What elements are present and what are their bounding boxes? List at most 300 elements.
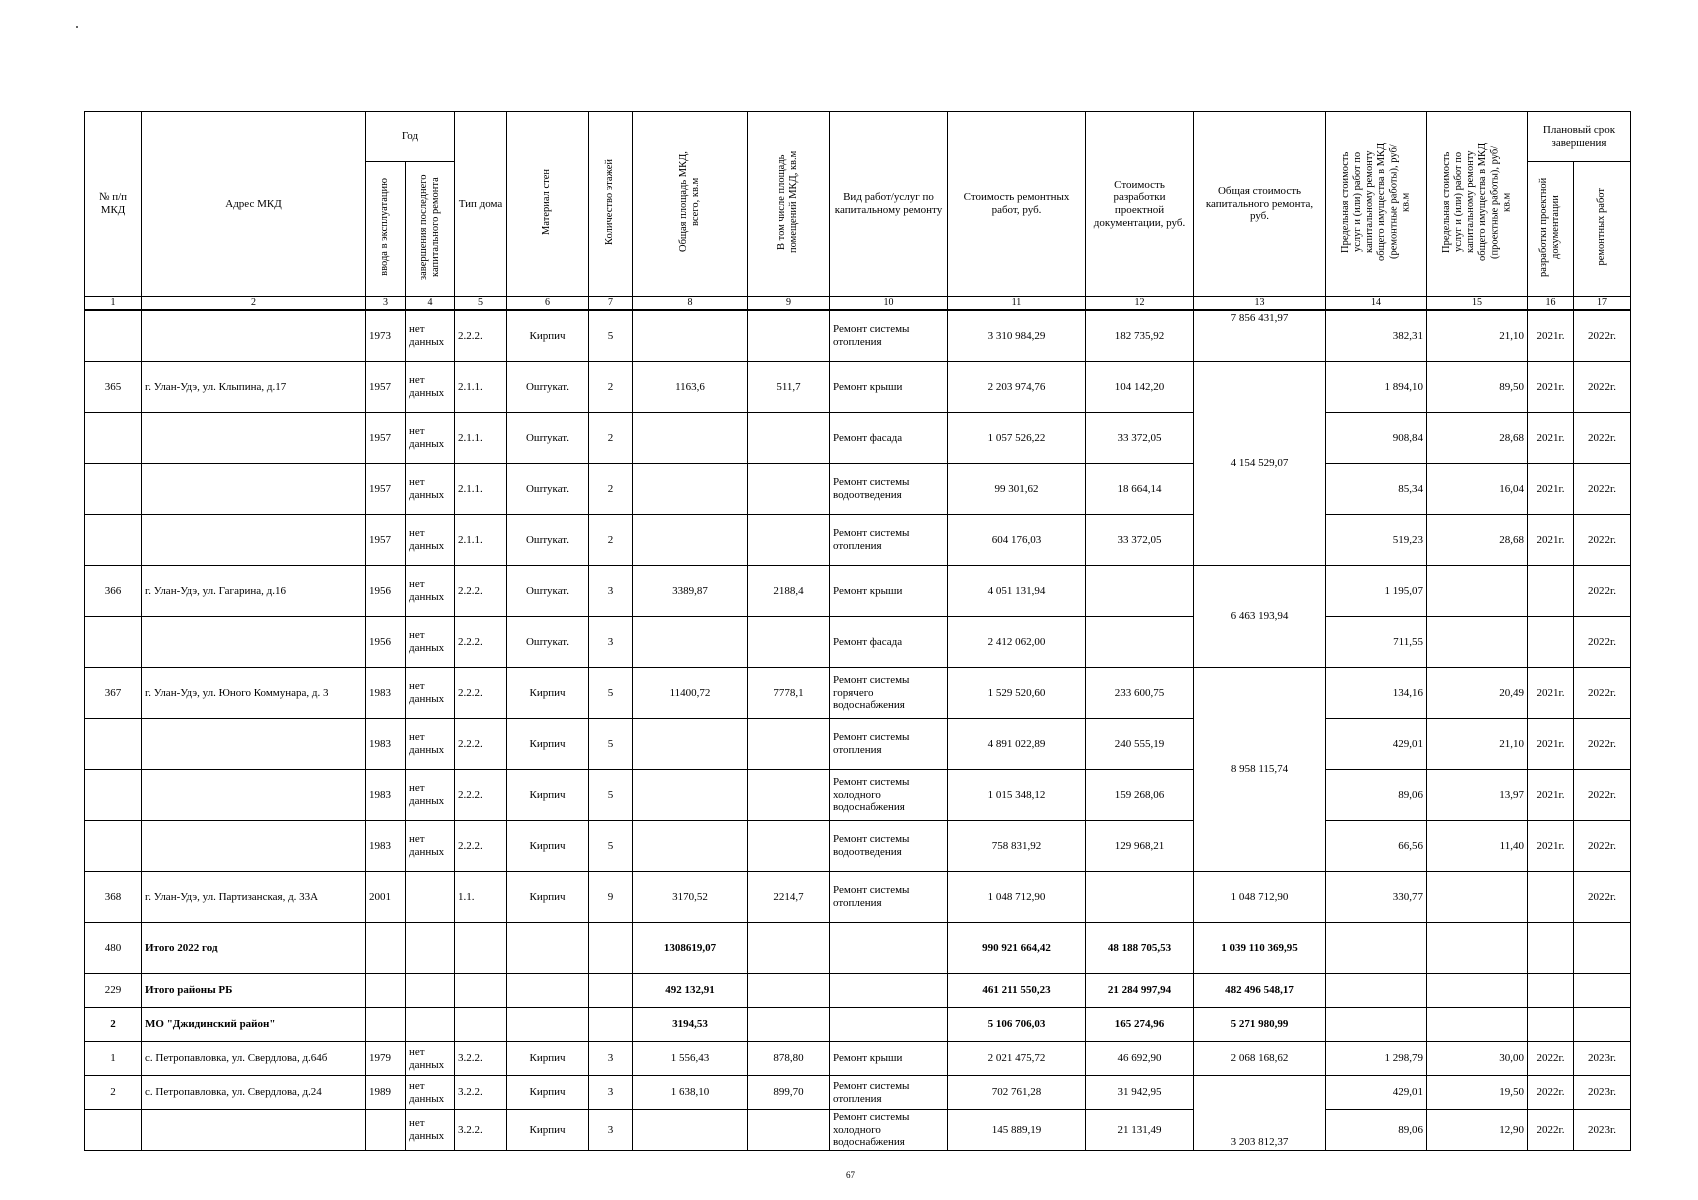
cell-year-repair: нет данных xyxy=(406,719,455,770)
header-term-work: ремонтных работ xyxy=(1574,162,1631,297)
col-number: 12 xyxy=(1086,297,1194,311)
cell-cost-work: 3 310 984,29 xyxy=(948,310,1086,362)
cell-year-built: 1957 xyxy=(366,362,406,413)
cell-term-design: 2022г. xyxy=(1528,1110,1574,1151)
cell-work: Ремонт крыши xyxy=(830,362,948,413)
cell-area: 11400,72 xyxy=(633,668,748,719)
cell-address xyxy=(142,1110,366,1151)
cell-floors: 3 xyxy=(589,1110,633,1151)
cell-limit-work: 429,01 xyxy=(1326,1076,1427,1110)
cell-term-work: 2022г. xyxy=(1574,821,1631,872)
table-row xyxy=(85,310,1631,362)
cell-limit-design xyxy=(1427,872,1528,923)
cell-area xyxy=(633,770,748,821)
cell-work: Ремонт системы отопления xyxy=(830,310,948,362)
cell-type: 2.2.2. xyxy=(455,566,507,617)
table-row xyxy=(85,413,1631,464)
header-address: Адрес МКД xyxy=(142,112,366,297)
header-limit-work: Предельная стоимость услуг и (или) работ по капитальному ремонту общего имущества в МКД (ремонтные работы), руб/кв.м xyxy=(1326,112,1427,297)
header-area-rooms: В том числе площадь помещений МКД, кв.м xyxy=(748,112,830,297)
cell-term-design xyxy=(1528,872,1574,923)
cell-work: Ремонт крыши xyxy=(830,1042,948,1076)
cell-cost-design: 18 664,14 xyxy=(1086,464,1194,515)
cell-cost-work: 99 301,62 xyxy=(948,464,1086,515)
cell-material xyxy=(507,1008,589,1042)
col-number: 6 xyxy=(507,297,589,311)
table-row-total xyxy=(85,923,1631,974)
cell-num: 229 xyxy=(85,974,142,1008)
cell-area-rooms xyxy=(748,1110,830,1151)
cell-address: МО "Джидинский район" xyxy=(142,1008,366,1042)
cell-work: Ремонт системы водоотведения xyxy=(830,464,948,515)
cell-term-work: 2022г. xyxy=(1574,413,1631,464)
cell-cost-work: 1 529 520,60 xyxy=(948,668,1086,719)
cell-cost-work: 758 831,92 xyxy=(948,821,1086,872)
cell-floors: 2 xyxy=(589,515,633,566)
cell-year-built: 1957 xyxy=(366,515,406,566)
cell-address xyxy=(142,821,366,872)
cell-floors: 5 xyxy=(589,719,633,770)
cell-total: 6 463 193,94 xyxy=(1194,566,1326,668)
cell-num: 368 xyxy=(85,872,142,923)
cell-area: 1308619,07 xyxy=(633,923,748,974)
cell-num xyxy=(85,770,142,821)
cell-type: 2.2.2. xyxy=(455,668,507,719)
cell-work: Ремонт фасада xyxy=(830,413,948,464)
cell-term-design xyxy=(1528,1008,1574,1042)
header-num: № п/п МКД xyxy=(85,112,142,297)
cell-total: 7 856 431,97 xyxy=(1194,310,1326,362)
cell-term-work: 2022г. xyxy=(1574,566,1631,617)
cell-limit-work: 66,56 xyxy=(1326,821,1427,872)
cell-work: Ремонт системы отопления xyxy=(830,719,948,770)
cell-cost-work: 1 057 526,22 xyxy=(948,413,1086,464)
cell-total: 1 048 712,90 xyxy=(1194,872,1326,923)
cell-year-built: 1979 xyxy=(366,1042,406,1076)
cell-area xyxy=(633,464,748,515)
cell-work: Ремонт системы холодного водоснабжения xyxy=(830,1110,948,1151)
cell-limit-design: 89,50 xyxy=(1427,362,1528,413)
header-term-group: Плановый срок завершения xyxy=(1528,112,1631,162)
cell-type: 2.2.2. xyxy=(455,770,507,821)
cell-limit-design: 16,04 xyxy=(1427,464,1528,515)
cell-num xyxy=(85,464,142,515)
col-number: 17 xyxy=(1574,297,1631,311)
cell-cost-design: 233 600,75 xyxy=(1086,668,1194,719)
cell-material: Оштукат. xyxy=(507,566,589,617)
cell-area-rooms xyxy=(748,821,830,872)
col-number: 3 xyxy=(366,297,406,311)
cell-year-repair: нет данных xyxy=(406,617,455,668)
cell-type: 2.1.1. xyxy=(455,464,507,515)
table-row xyxy=(85,872,1631,923)
cell-num xyxy=(85,413,142,464)
cell-material: Оштукат. xyxy=(507,413,589,464)
header-material: Материал стен xyxy=(507,112,589,297)
cell-cost-design: 31 942,95 xyxy=(1086,1076,1194,1110)
cell-area xyxy=(633,413,748,464)
cell-term-work: 2022г. xyxy=(1574,770,1631,821)
table-row-total xyxy=(85,1008,1631,1042)
cell-limit-work: 1 195,07 xyxy=(1326,566,1427,617)
col-number: 10 xyxy=(830,297,948,311)
cell-type: 1.1. xyxy=(455,872,507,923)
cell-cost-design: 182 735,92 xyxy=(1086,310,1194,362)
header-cost-work: Стоимость ремонтных работ, руб. xyxy=(948,112,1086,297)
header-floors: Количество этажей xyxy=(589,112,633,297)
header-cost-design: Стоимость разработки проектной документации, руб. xyxy=(1086,112,1194,297)
cell-address: Итого 2022 год xyxy=(142,923,366,974)
cell-limit-work: 908,84 xyxy=(1326,413,1427,464)
col-number: 5 xyxy=(455,297,507,311)
header-area: Общая площадь МКД, всего, кв.м xyxy=(633,112,748,297)
cell-address xyxy=(142,413,366,464)
cell-address xyxy=(142,464,366,515)
cell-limit-work: 85,34 xyxy=(1326,464,1427,515)
cell-material: Оштукат. xyxy=(507,617,589,668)
cell-year-built xyxy=(366,974,406,1008)
cell-floors: 2 xyxy=(589,362,633,413)
col-number: 8 xyxy=(633,297,748,311)
header-limit-design: Предельная стоимость услуг и (или) работ по капитальному ремонту общего имущества в МКД (проектные работы), руб/кв.м xyxy=(1427,112,1528,297)
cell-cost-work: 2 021 475,72 xyxy=(948,1042,1086,1076)
table-row xyxy=(85,515,1631,566)
cell-work: Ремонт системы горячего водоснабжения xyxy=(830,668,948,719)
cell-area-rooms: 2214,7 xyxy=(748,872,830,923)
col-number: 11 xyxy=(948,297,1086,311)
cell-term-design: 2021г. xyxy=(1528,770,1574,821)
cell-num: 365 xyxy=(85,362,142,413)
col-number: 15 xyxy=(1427,297,1528,311)
col-number: 2 xyxy=(142,297,366,311)
cell-limit-work: 1 298,79 xyxy=(1326,1042,1427,1076)
cell-cost-work: 604 176,03 xyxy=(948,515,1086,566)
cell-area-rooms xyxy=(748,770,830,821)
cell-num: 2 xyxy=(85,1076,142,1110)
table-row xyxy=(85,617,1631,668)
cell-year-repair: нет данных xyxy=(406,413,455,464)
cell-material: Кирпич xyxy=(507,719,589,770)
cell-term-design: 2021г. xyxy=(1528,310,1574,362)
cell-year-repair: нет данных xyxy=(406,515,455,566)
cell-total: 482 496 548,17 xyxy=(1194,974,1326,1008)
cell-year-built: 1989 xyxy=(366,1076,406,1110)
cell-cost-work: 4 891 022,89 xyxy=(948,719,1086,770)
cell-area-rooms xyxy=(748,464,830,515)
cell-total: 3 203 812,37 xyxy=(1194,1076,1326,1151)
cell-area-rooms xyxy=(748,974,830,1008)
cell-area-rooms xyxy=(748,413,830,464)
cell-address xyxy=(142,770,366,821)
cell-limit-work xyxy=(1326,923,1427,974)
cell-material: Кирпич xyxy=(507,770,589,821)
cell-area xyxy=(633,719,748,770)
cell-limit-design: 20,49 xyxy=(1427,668,1528,719)
cell-material: Кирпич xyxy=(507,310,589,362)
cell-cost-work: 702 761,28 xyxy=(948,1076,1086,1110)
cell-address xyxy=(142,719,366,770)
table-row xyxy=(85,821,1631,872)
scan-speck xyxy=(76,26,78,28)
cell-floors xyxy=(589,923,633,974)
cell-material: Оштукат. xyxy=(507,515,589,566)
cell-term-design: 2021г. xyxy=(1528,362,1574,413)
cell-term-work: 2022г. xyxy=(1574,515,1631,566)
cell-material xyxy=(507,923,589,974)
cell-area-rooms: 899,70 xyxy=(748,1076,830,1110)
cell-term-design: 2022г. xyxy=(1528,1076,1574,1110)
cell-material: Оштукат. xyxy=(507,362,589,413)
cell-year-repair xyxy=(406,872,455,923)
cell-limit-design: 12,90 xyxy=(1427,1110,1528,1151)
cell-floors: 3 xyxy=(589,1076,633,1110)
cell-cost-design: 104 142,20 xyxy=(1086,362,1194,413)
cell-cost-design: 46 692,90 xyxy=(1086,1042,1194,1076)
cell-limit-work: 1 894,10 xyxy=(1326,362,1427,413)
cell-num: 2 xyxy=(85,1008,142,1042)
cell-term-design xyxy=(1528,923,1574,974)
cell-limit-work: 330,77 xyxy=(1326,872,1427,923)
table-row-total xyxy=(85,974,1631,1008)
header-year-repair: завершения последнего капитального ремонта xyxy=(406,162,455,297)
cell-year-repair: нет данных xyxy=(406,668,455,719)
cell-cost-design: 165 274,96 xyxy=(1086,1008,1194,1042)
table-row xyxy=(85,566,1631,617)
cell-limit-work: 89,06 xyxy=(1326,1110,1427,1151)
cell-limit-design: 28,68 xyxy=(1427,515,1528,566)
cell-floors: 2 xyxy=(589,464,633,515)
cell-address: г. Улан-Удэ, ул. Юного Коммунара, д. 3 xyxy=(142,668,366,719)
cell-year-repair: нет данных xyxy=(406,1110,455,1151)
cell-cost-work: 5 106 706,03 xyxy=(948,1008,1086,1042)
cell-area-rooms xyxy=(748,617,830,668)
cell-limit-work xyxy=(1326,1008,1427,1042)
header-year-group: Год xyxy=(366,112,455,162)
cell-limit-work: 382,31 xyxy=(1326,310,1427,362)
table-row xyxy=(85,1110,1631,1151)
cell-floors: 5 xyxy=(589,310,633,362)
cell-cost-work: 990 921 664,42 xyxy=(948,923,1086,974)
cell-limit-design: 19,50 xyxy=(1427,1076,1528,1110)
cell-floors: 3 xyxy=(589,1042,633,1076)
col-number: 7 xyxy=(589,297,633,311)
cell-term-work: 2022г. xyxy=(1574,362,1631,413)
cell-cost-design: 21 131,49 xyxy=(1086,1110,1194,1151)
cell-cost-work: 461 211 550,23 xyxy=(948,974,1086,1008)
cell-term-work: 2022г. xyxy=(1574,464,1631,515)
cell-cost-design: 21 284 997,94 xyxy=(1086,974,1194,1008)
cell-floors: 2 xyxy=(589,413,633,464)
table-row xyxy=(85,719,1631,770)
cell-limit-design: 28,68 xyxy=(1427,413,1528,464)
cell-area-rooms xyxy=(748,515,830,566)
cell-year-repair: нет данных xyxy=(406,310,455,362)
cell-address: с. Петропавловка, ул. Свердлова, д.64б xyxy=(142,1042,366,1076)
cell-term-design: 2021г. xyxy=(1528,515,1574,566)
table-row xyxy=(85,1042,1631,1076)
cell-floors xyxy=(589,1008,633,1042)
cell-limit-design xyxy=(1427,617,1528,668)
cell-year-built xyxy=(366,1008,406,1042)
cell-year-built: 1983 xyxy=(366,770,406,821)
cell-total: 8 958 115,74 xyxy=(1194,668,1326,872)
cell-year-built: 1956 xyxy=(366,617,406,668)
cell-year-built: 1957 xyxy=(366,413,406,464)
cell-material xyxy=(507,974,589,1008)
page-number: 67 xyxy=(846,1170,855,1180)
cell-term-design xyxy=(1528,974,1574,1008)
cell-limit-work: 89,06 xyxy=(1326,770,1427,821)
cell-material: Кирпич xyxy=(507,1076,589,1110)
cell-total: 1 039 110 369,95 xyxy=(1194,923,1326,974)
cell-year-repair xyxy=(406,923,455,974)
cell-year-built: 1983 xyxy=(366,821,406,872)
cell-year-built: 1973 xyxy=(366,310,406,362)
cell-limit-work: 429,01 xyxy=(1326,719,1427,770)
header-type: Тип дома xyxy=(455,112,507,297)
cell-year-built: 1957 xyxy=(366,464,406,515)
cell-cost-work: 145 889,19 xyxy=(948,1110,1086,1151)
cell-cost-design xyxy=(1086,872,1194,923)
cell-cost-design: 159 268,06 xyxy=(1086,770,1194,821)
cell-term-design: 2021г. xyxy=(1528,668,1574,719)
cell-cost-work: 2 203 974,76 xyxy=(948,362,1086,413)
table-row xyxy=(85,668,1631,719)
cell-address xyxy=(142,310,366,362)
cell-type: 2.2.2. xyxy=(455,617,507,668)
cell-material: Кирпич xyxy=(507,1110,589,1151)
cell-address xyxy=(142,617,366,668)
cell-limit-design xyxy=(1427,974,1528,1008)
cell-cost-design xyxy=(1086,566,1194,617)
cell-work: Ремонт системы водоотведения xyxy=(830,821,948,872)
cell-term-design: 2021г. xyxy=(1528,413,1574,464)
cell-area xyxy=(633,617,748,668)
cell-term-work xyxy=(1574,974,1631,1008)
cell-area: 1163,6 xyxy=(633,362,748,413)
header-term-design: разработки проектной документации xyxy=(1528,162,1574,297)
cell-address: г. Улан-Удэ, ул. Гагарина, д.16 xyxy=(142,566,366,617)
cell-area-rooms xyxy=(748,310,830,362)
cell-term-design: 2021г. xyxy=(1528,464,1574,515)
cell-year-repair: нет данных xyxy=(406,464,455,515)
cell-limit-work: 134,16 xyxy=(1326,668,1427,719)
cell-area: 1 638,10 xyxy=(633,1076,748,1110)
table-row xyxy=(85,362,1631,413)
cell-address: Итого районы РБ xyxy=(142,974,366,1008)
cell-num xyxy=(85,617,142,668)
header-work: Вид работ/услуг по капитальному ремонту xyxy=(830,112,948,297)
cell-type: 2.2.2. xyxy=(455,310,507,362)
cell-work xyxy=(830,1008,948,1042)
cell-floors: 5 xyxy=(589,668,633,719)
cell-term-design: 2022г. xyxy=(1528,1042,1574,1076)
cell-num xyxy=(85,821,142,872)
cell-term-design xyxy=(1528,617,1574,668)
cell-term-work xyxy=(1574,1008,1631,1042)
cell-limit-work xyxy=(1326,974,1427,1008)
cell-term-work: 2022г. xyxy=(1574,617,1631,668)
col-number: 14 xyxy=(1326,297,1427,311)
cell-cost-design: 48 188 705,53 xyxy=(1086,923,1194,974)
cell-floors: 5 xyxy=(589,770,633,821)
cell-year-repair: нет данных xyxy=(406,566,455,617)
cell-type: 2.2.2. xyxy=(455,719,507,770)
cell-year-built: 1956 xyxy=(366,566,406,617)
cell-type: 2.1.1. xyxy=(455,413,507,464)
cell-cost-design: 129 968,21 xyxy=(1086,821,1194,872)
cell-area xyxy=(633,821,748,872)
cell-floors: 3 xyxy=(589,617,633,668)
cell-work: Ремонт крыши xyxy=(830,566,948,617)
cell-limit-design: 11,40 xyxy=(1427,821,1528,872)
cell-type: 2.1.1. xyxy=(455,362,507,413)
col-number: 4 xyxy=(406,297,455,311)
cell-num xyxy=(85,515,142,566)
cell-term-work: 2022г. xyxy=(1574,668,1631,719)
cell-limit-design xyxy=(1427,923,1528,974)
cell-work: Ремонт системы холодного водоснабжения xyxy=(830,770,948,821)
cell-area-rooms xyxy=(748,719,830,770)
cell-term-work: 2023г. xyxy=(1574,1042,1631,1076)
cell-year-built xyxy=(366,1110,406,1151)
cell-year-repair xyxy=(406,1008,455,1042)
cell-term-work: 2022г. xyxy=(1574,310,1631,362)
cell-total: 2 068 168,62 xyxy=(1194,1042,1326,1076)
cell-year-repair: нет данных xyxy=(406,821,455,872)
cell-area xyxy=(633,515,748,566)
cell-term-work: 2022г. xyxy=(1574,719,1631,770)
cell-limit-design: 13,97 xyxy=(1427,770,1528,821)
cell-cost-design xyxy=(1086,617,1194,668)
col-number: 1 xyxy=(85,297,142,311)
cell-area-rooms: 7778,1 xyxy=(748,668,830,719)
cell-area xyxy=(633,1110,748,1151)
cell-term-work: 2022г. xyxy=(1574,872,1631,923)
cell-term-design xyxy=(1528,566,1574,617)
cell-material: Кирпич xyxy=(507,821,589,872)
cell-cost-work: 2 412 062,00 xyxy=(948,617,1086,668)
cell-cost-work: 1 015 348,12 xyxy=(948,770,1086,821)
col-number: 9 xyxy=(748,297,830,311)
cell-type: 3.2.2. xyxy=(455,1110,507,1151)
cell-area-rooms: 2188,4 xyxy=(748,566,830,617)
cell-work: Ремонт системы отопления xyxy=(830,1076,948,1110)
cell-limit-work: 519,23 xyxy=(1326,515,1427,566)
cell-num: 480 xyxy=(85,923,142,974)
cell-year-built xyxy=(366,923,406,974)
cell-floors: 5 xyxy=(589,821,633,872)
cell-term-work: 2023г. xyxy=(1574,1076,1631,1110)
cell-material: Кирпич xyxy=(507,1042,589,1076)
cell-cost-design: 240 555,19 xyxy=(1086,719,1194,770)
column-numbers-row xyxy=(85,297,1631,311)
cell-floors: 3 xyxy=(589,566,633,617)
cell-area: 3170,52 xyxy=(633,872,748,923)
cell-material: Кирпич xyxy=(507,668,589,719)
cell-cost-design: 33 372,05 xyxy=(1086,413,1194,464)
cell-type xyxy=(455,974,507,1008)
cell-type xyxy=(455,923,507,974)
cell-area: 1 556,43 xyxy=(633,1042,748,1076)
cell-type: 2.1.1. xyxy=(455,515,507,566)
cell-total: 5 271 980,99 xyxy=(1194,1008,1326,1042)
cell-work xyxy=(830,974,948,1008)
cell-limit-design xyxy=(1427,566,1528,617)
cell-year-repair: нет данных xyxy=(406,1076,455,1110)
cell-area: 3194,53 xyxy=(633,1008,748,1042)
cell-type: 2.2.2. xyxy=(455,821,507,872)
